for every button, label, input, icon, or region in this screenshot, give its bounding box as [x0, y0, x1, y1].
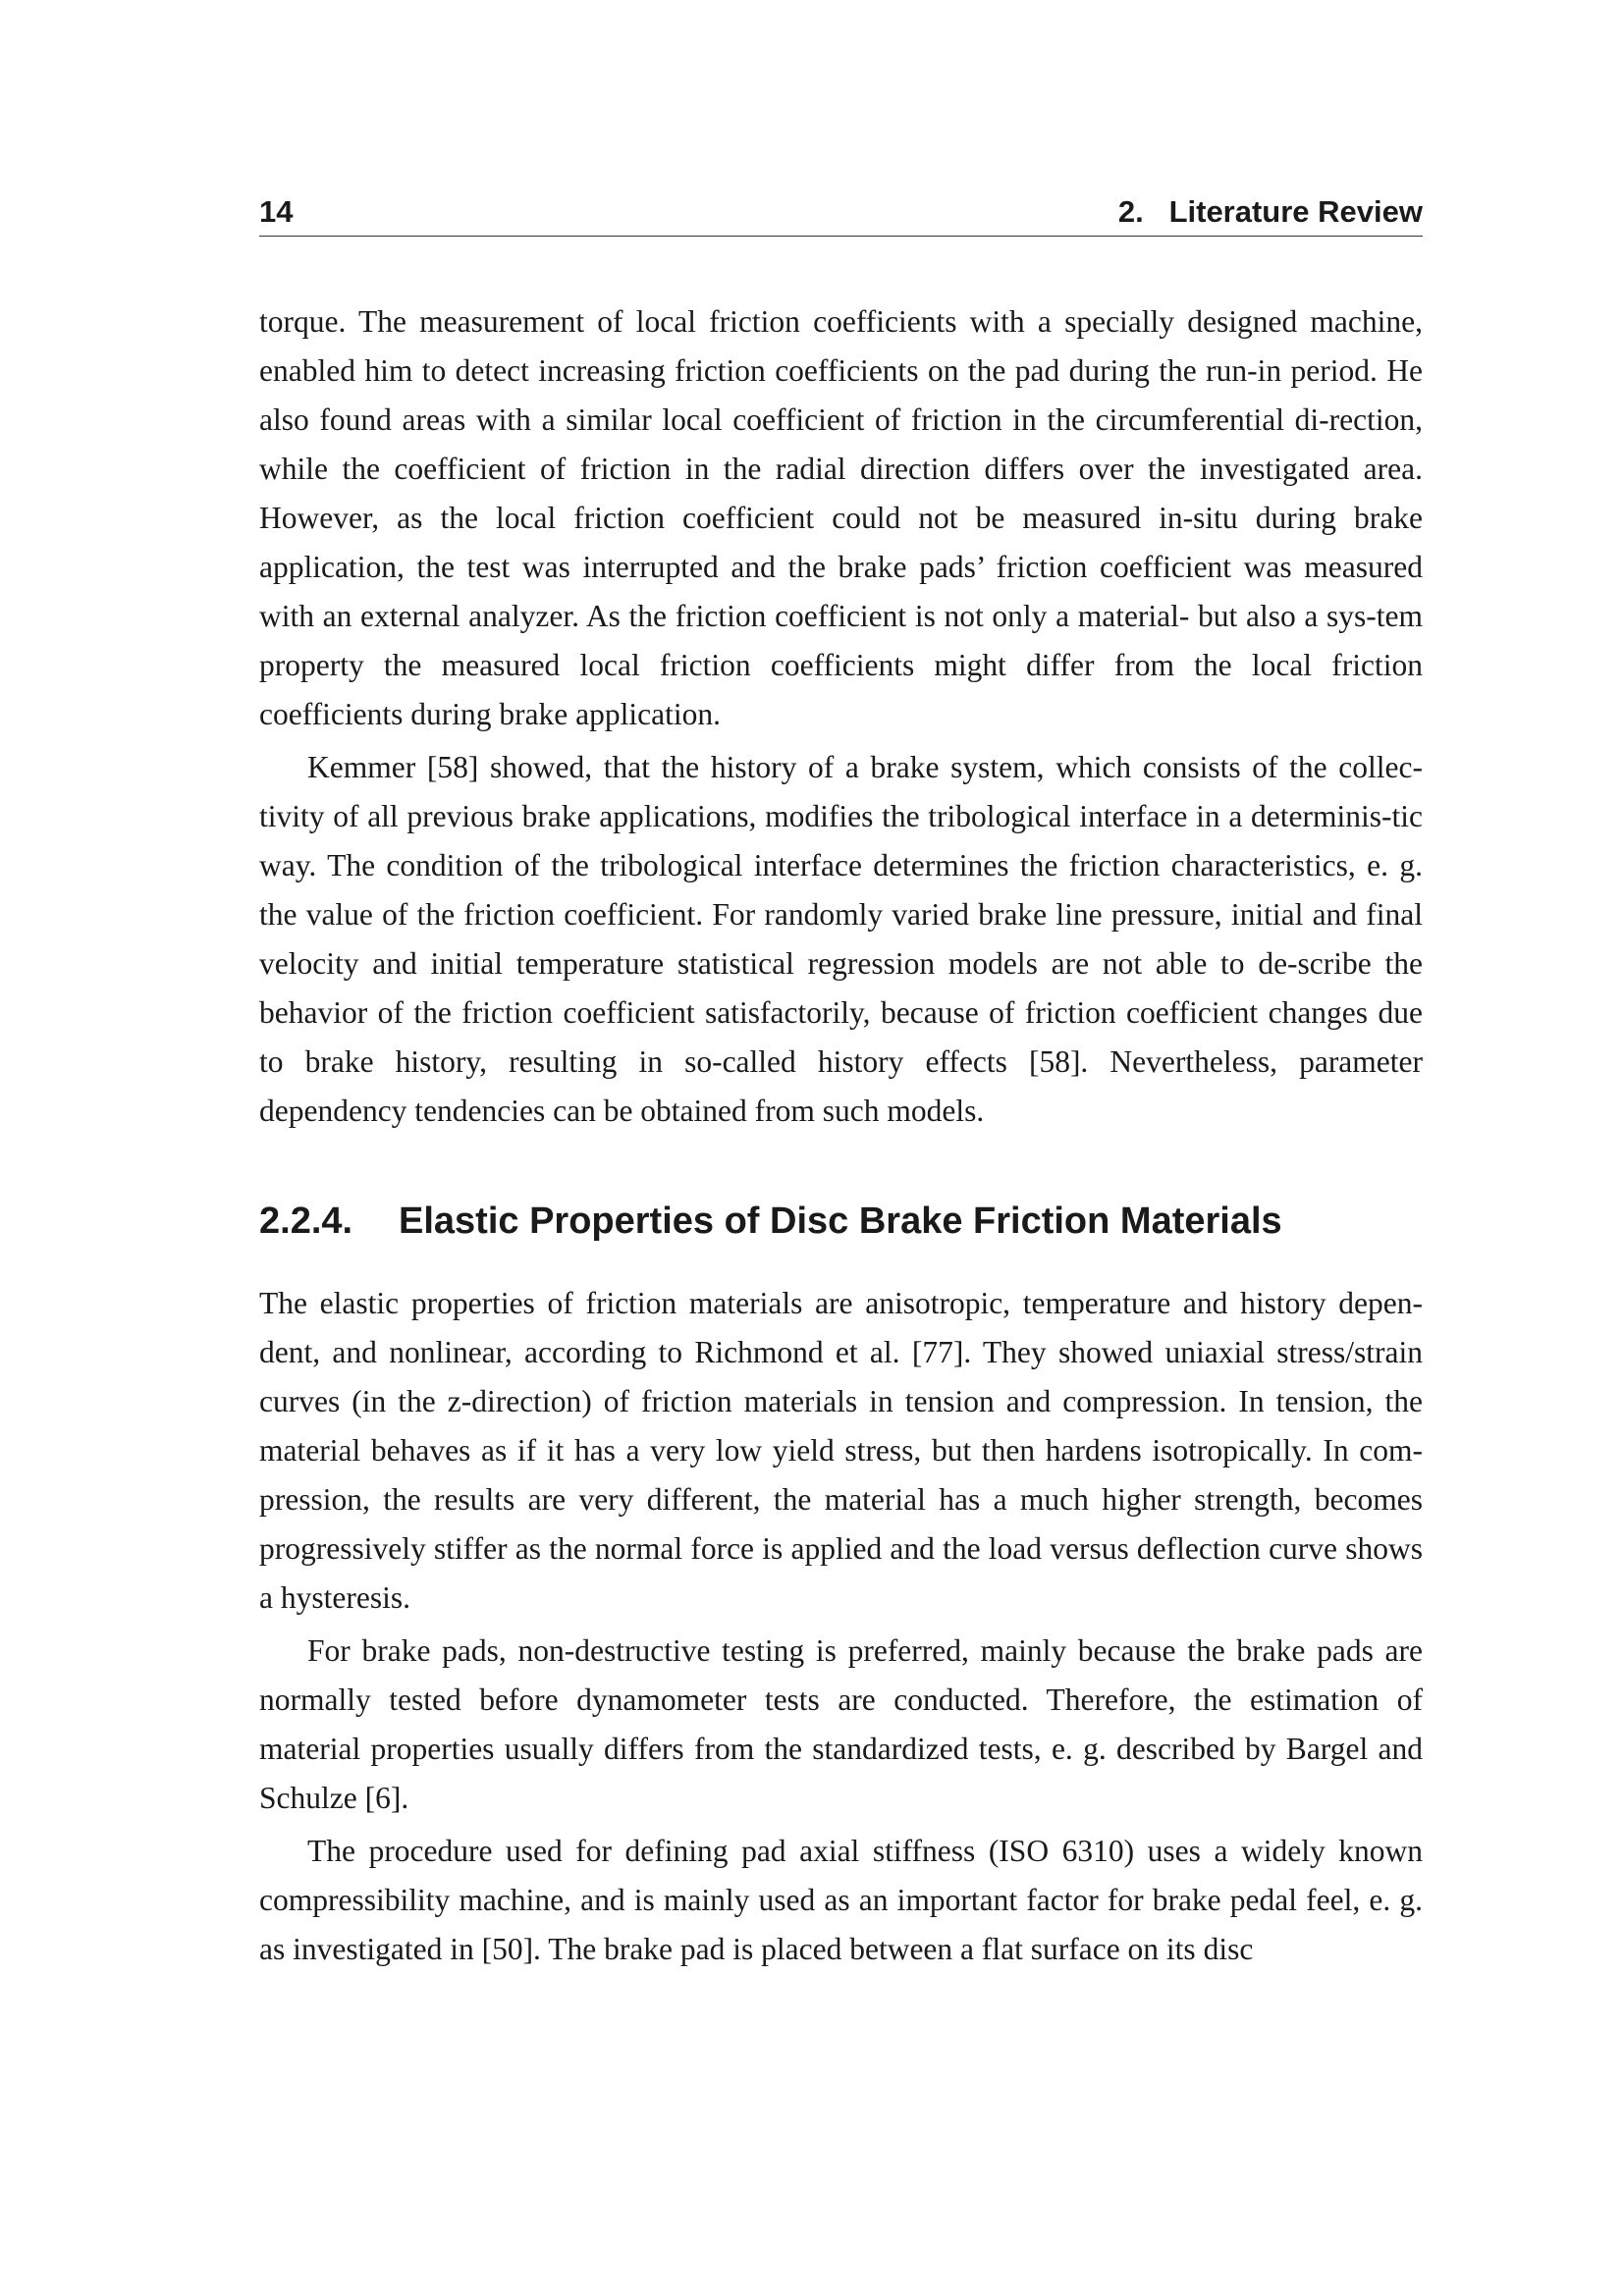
chapter-title: 2. Literature Review: [1117, 194, 1423, 229]
paragraph-elastic-properties: The elastic properties of friction materials are anisotropic, temperature and history depen-dent, and nonlinear, according to Richmond et al. [77]. They showed uniaxial stress/strain curves (in the z-direction) of friction materials in tension and compression. In tension, the material behaves as if it has a very low yield stress, but then hardens isotropically. In com-pression, the results are very different, the material has a much higher strength, becomes progressively stiffer as the normal force is applied and the load versus deflection curve shows a hysteresis.: [259, 1286, 1423, 1615]
paragraph-axial-stiffness: The procedure used for defining pad axial stiffness (ISO 6310) uses a widely known compressibility machine, and is mainly used as an important factor for brake pedal feel, e. g. as investigated in [50]. The brake pad is placed between a flat surface on its disc: [259, 1834, 1423, 1966]
section-title: Elastic Properties of Disc Brake Friction Materials: [399, 1201, 1282, 1242]
page: [259, 194, 1423, 1974]
paragraph-non-destructive-testing: For brake pads, non-destructive testing is preferred, mainly because the brake pads are normally tested before dynamometer tests are conducted. Therefore, the estimation of material properties usually differs from the standardized tests, e. g. described by Bargel and Schulze [6].: [259, 1633, 1423, 1815]
paragraph-kemmer-history: Kemmer [58] showed, that the history of a brake system, which consists of the collec-tivity of all previous brake applications, modifies the tribological interface in a determinis-tic way. The condition of the tribological interface determines the friction characteristics, e. g. the value of the friction coefficient. For randomly varied brake line pressure, initial and final velocity and initial temperature statistical regression models are not able to de-scribe the behavior of the friction coefficient satisfactorily, because of friction coefficient changes due to brake history, resulting in so-called history effects [58]. Nevertheless, parameter dependency tendencies can be obtained from such models.: [259, 750, 1423, 1128]
running-header: [259, 194, 1423, 237]
page-number: 14: [259, 194, 294, 229]
paragraph-torque-measurement: torque. The measurement of local friction coefficients with a specially designed machine, enabled him to detect increasing friction coefficients on the pad during the run-in period. He also found areas with a similar local coefficient of friction in the circumferential di-rection, while the coefficient of friction in the radial direction differs over the investigated area. However, as the local friction coefficient could not be measured in-situ during brake application, the test was interrupted and the brake pads’ friction coefficient was measured with an external analyzer. As the friction coefficient is not only a material- but also a sys-tem property the measured local friction coefficients might differ from the local friction coefficients during brake application.: [259, 304, 1423, 731]
body-text: [259, 297, 1423, 1974]
section-heading: [259, 1199, 1423, 1244]
section-number: 2.2.4.: [259, 1201, 353, 1242]
